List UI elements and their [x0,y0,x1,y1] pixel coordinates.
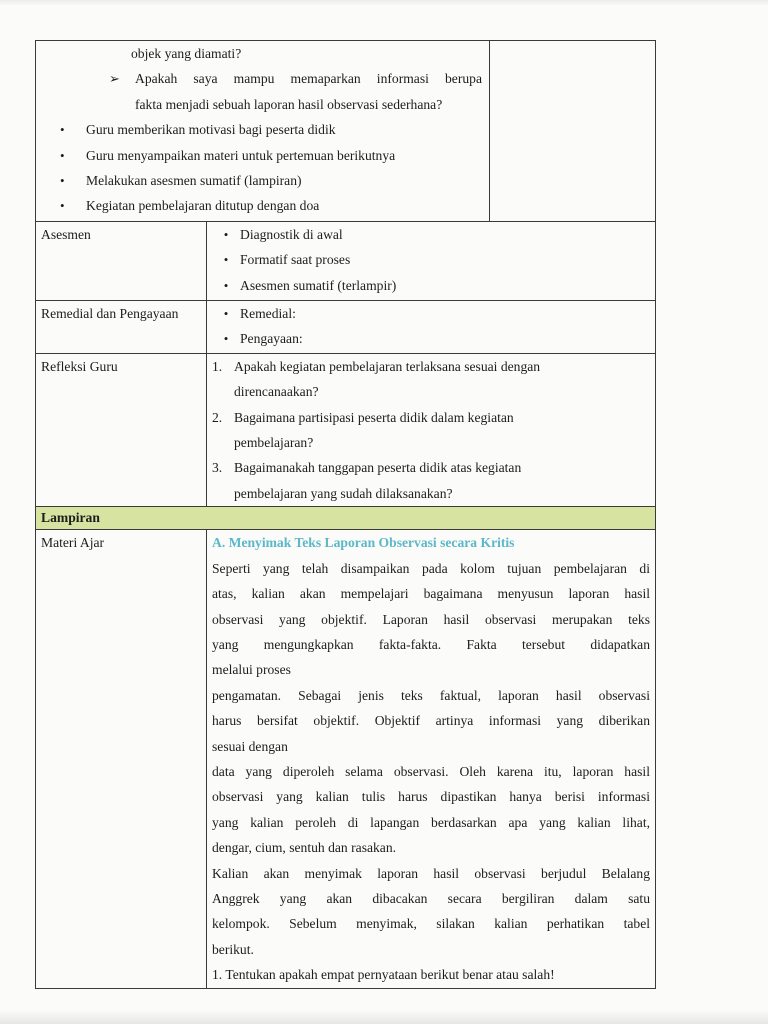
text-line: dengar, cium, sentuh dan rasakan. [212,840,397,856]
asesmen-label: Asesmen [36,221,207,300]
list-item [212,354,650,405]
paragraph-3 [212,759,650,861]
list-item [212,247,650,272]
asesmen-content [207,221,656,300]
closing-bullets [46,117,484,219]
list-item [46,168,484,193]
list-item [46,117,484,142]
list-item [212,455,650,506]
text-line: observasi yang objektif. Laporan hasil observasi merupakan teks [212,611,650,627]
list-item [212,222,650,247]
item-number: 1. [212,358,223,374]
arrow-question-line2: fakta menjadi sebuah laporan hasil observasi sederhana? [135,96,443,112]
bullet-text: Guru memberikan motivasi bagi peserta didik [86,122,336,138]
list-item [212,405,650,456]
bullet-icon: • [223,277,229,293]
bullet-icon: • [60,198,65,214]
list-item [212,273,650,298]
asesmen-item: Diagnostik di awal [240,226,343,242]
refleksi-content [207,353,656,506]
text-line: pengamatan. Sebagai jenis teks faktual, laporan hasil observasi [212,687,650,703]
refleksi-question-cont: pembelajaran? [234,435,314,451]
list-item [212,326,650,351]
bullet-text: Guru menyampaikan materi untuk pertemuan berikutnya [86,147,396,163]
paragraph-2 [212,683,650,759]
continued-question: objek yang diamati? [131,46,242,61]
item-number: 3. [212,460,223,476]
bullet-icon: • [60,173,65,189]
item-number: 2. [212,409,223,425]
list-item [46,143,484,168]
materi-heading: A. Menyimak Teks Laporan Observasi secara Kritis [212,535,515,551]
bullet-icon: • [60,147,65,163]
arrow-question-line1: Apakah saya mampu memaparkan informasi berupa [135,71,482,87]
asesmen-item: Formatif saat proses [240,252,351,268]
bullet-text: Melakukan asesmen sumatif (lampiran) [86,173,302,189]
materi-content [207,530,656,988]
list-item [46,193,484,218]
text-line: yang kalian peroleh di lapangan berdasarkan apa yang kalian lihat, [212,814,650,830]
remedial-row [36,300,656,353]
refleksi-question: Bagaimana partisipasi peserta didik dalam kegiatan [234,409,514,425]
bullet-icon: • [223,331,229,347]
remedial-list [212,301,650,352]
text-line: data yang diperoleh selama observasi. Oleh karena itu, laporan hasil [212,763,650,779]
asesmen-item: Asesmen sumatif (terlampir) [240,277,397,293]
lesson-plan-table [35,40,656,989]
text-line: sesuai dengan [212,738,288,754]
list-item [212,301,650,326]
refleksi-row [36,353,656,506]
text-line: Seperti yang telah disampaikan pada kolom tujuan pembelajaran di [212,560,650,576]
bullet-icon: • [223,252,229,268]
text-line: melalui proses [212,662,291,678]
instruction-line: 1. Tentukan apakah empat pernyataan berikut benar atau salah! [212,967,555,983]
remedial-item: Pengayaan: [240,331,303,347]
materi-label: Materi Ajar [36,530,207,988]
arrow-bullet-icon: ➢ [109,71,120,87]
text-line: kelompok. Sebelum menyimak, silakan kalian perhatikan tabel [212,916,650,932]
closing-activities-row [36,41,656,222]
lampiran-title: Lampiran [36,507,656,530]
refleksi-question: Apakah kegiatan pembelajaran terlaksana sesuai dengan [234,358,541,374]
text-line: berikut. [212,941,254,957]
refleksi-question-cont: pembelajaran yang sudah dilaksanakan? [234,485,453,501]
page-edge-bottom [0,1010,768,1024]
text-line: yang mengungkapkan fakta-fakta. Fakta tersebut didapatkan [212,636,650,652]
lampiran-header-row [36,507,656,530]
arrow-question [46,66,484,91]
bullet-icon: • [223,226,229,242]
asesmen-list [212,222,650,298]
page-edge-top [0,0,768,6]
refleksi-question-cont: direncanaakan? [234,384,319,400]
materi-row [36,530,656,988]
paragraph-1 [212,556,650,683]
text-line: Kalian akan menyimak laporan hasil observasi berjudul Belalang [212,865,650,881]
remedial-label: Remedial dan Pengayaan [36,300,207,353]
remedial-item: Remedial: [240,305,296,321]
text-line: Anggrek yang akan dibacakan secara bergiliran dalam satu [212,890,650,906]
refleksi-question: Bagaimanakah tanggapan peserta didik atas kegiatan [234,460,522,476]
text-line: observasi yang kalian tulis harus dipastikan hanya berisi informasi [212,789,650,805]
bullet-icon: • [60,122,65,138]
empty-side-cell [490,41,656,222]
closing-activities-cell [36,41,490,222]
bullet-text: Kegiatan pembelajaran ditutup dengan doa [86,198,320,214]
paragraph-4 [212,861,650,963]
bullet-icon: • [223,305,229,321]
text-line: harus bersifat objektif. Objektif artinya informasi yang diberikan [212,713,650,729]
remedial-content [207,300,656,353]
refleksi-list [212,354,650,506]
refleksi-label: Refleksi Guru [36,353,207,506]
asesmen-row [36,221,656,300]
text-line: atas, kalian akan mempelajari bagaimana menyusun laporan hasil [212,586,650,602]
